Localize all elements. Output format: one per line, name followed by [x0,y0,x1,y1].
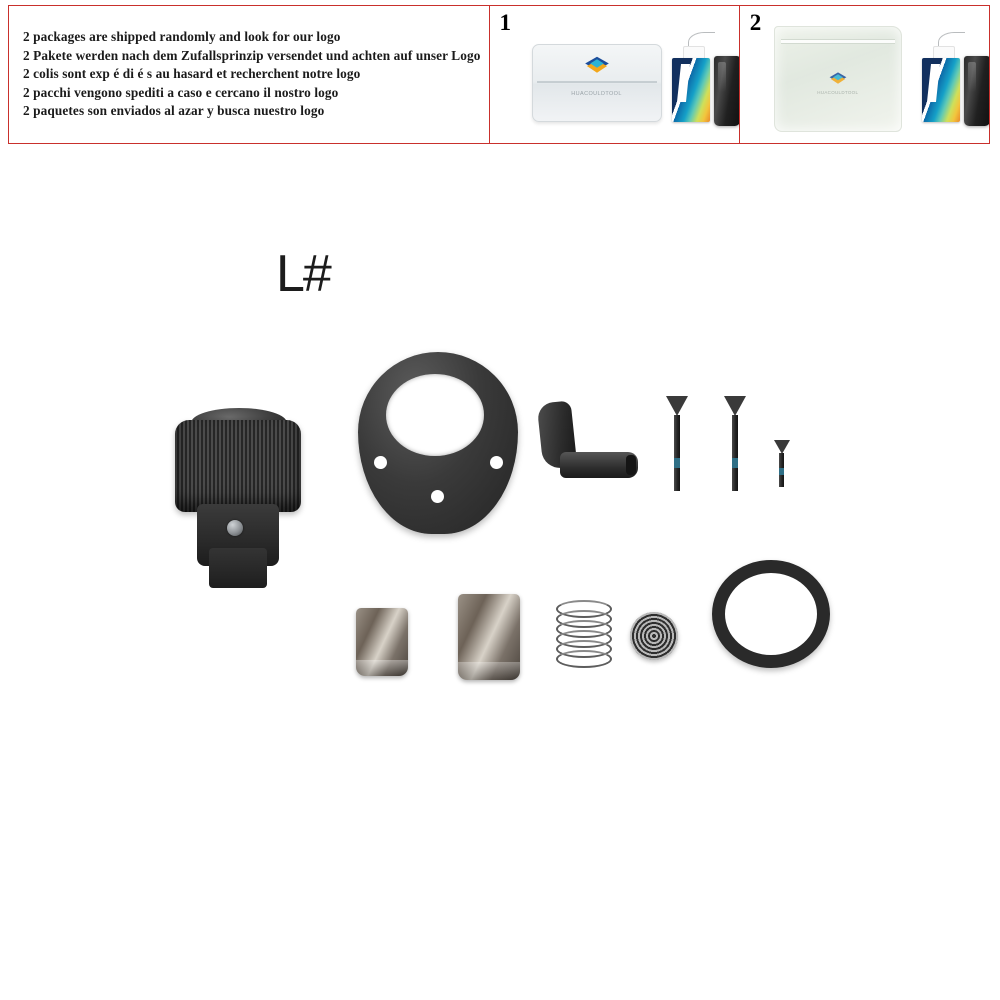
screw-shank [732,415,738,491]
reverse-lever-arm [560,452,638,478]
package-option-1-number: 1 [499,10,512,35]
cover-plate-screw-hole [490,456,503,469]
cover-plate-screw-hole [374,456,387,469]
square-drive [209,548,267,588]
ratchet-head-knurled-body [175,420,301,512]
banner-line-es: 2 paquetes son enviados al azar y busca nuestro logo [23,103,325,118]
banner-line-de: 2 Pakete werden nach dem Zufallsprinzip versendet und achten auf unser Logo [23,47,481,63]
screw-shank [674,415,680,491]
watermark-text: L# [276,245,330,303]
screw-thread-coating [674,458,680,468]
retaining-ring [712,560,830,668]
pawl-small [356,608,408,676]
spring-coil [556,650,612,668]
coil-spring [556,600,608,672]
screw-thread-coating [732,458,738,468]
screw-head [774,440,790,454]
screw-head [666,396,688,416]
cover-plate-screw-hole [431,490,444,503]
banner-line-fr: 2 colis sont exp é di é s au hasard et recherchent notre logo [23,66,361,81]
plastic-case-brand-text: HUACOULDTOOL [571,91,622,97]
zip-bag-brand-text: HUACOULDTOOL [817,90,859,95]
package-option-2-number: 2 [749,10,762,35]
quick-release-pin [227,520,243,536]
screw-head [724,396,746,416]
banner-line-en: 2 packages are shipped randomly and look for our logo [23,29,341,44]
cover-plate [358,352,518,534]
pawl-large [458,594,520,680]
banner-line-it: 2 pacchi vengono spediti a caso e cercano il nostro logo [23,84,339,100]
flat-spiral-spring [630,612,678,660]
cover-plate-center-hole [386,374,484,456]
screw-thread-coating [779,468,784,475]
